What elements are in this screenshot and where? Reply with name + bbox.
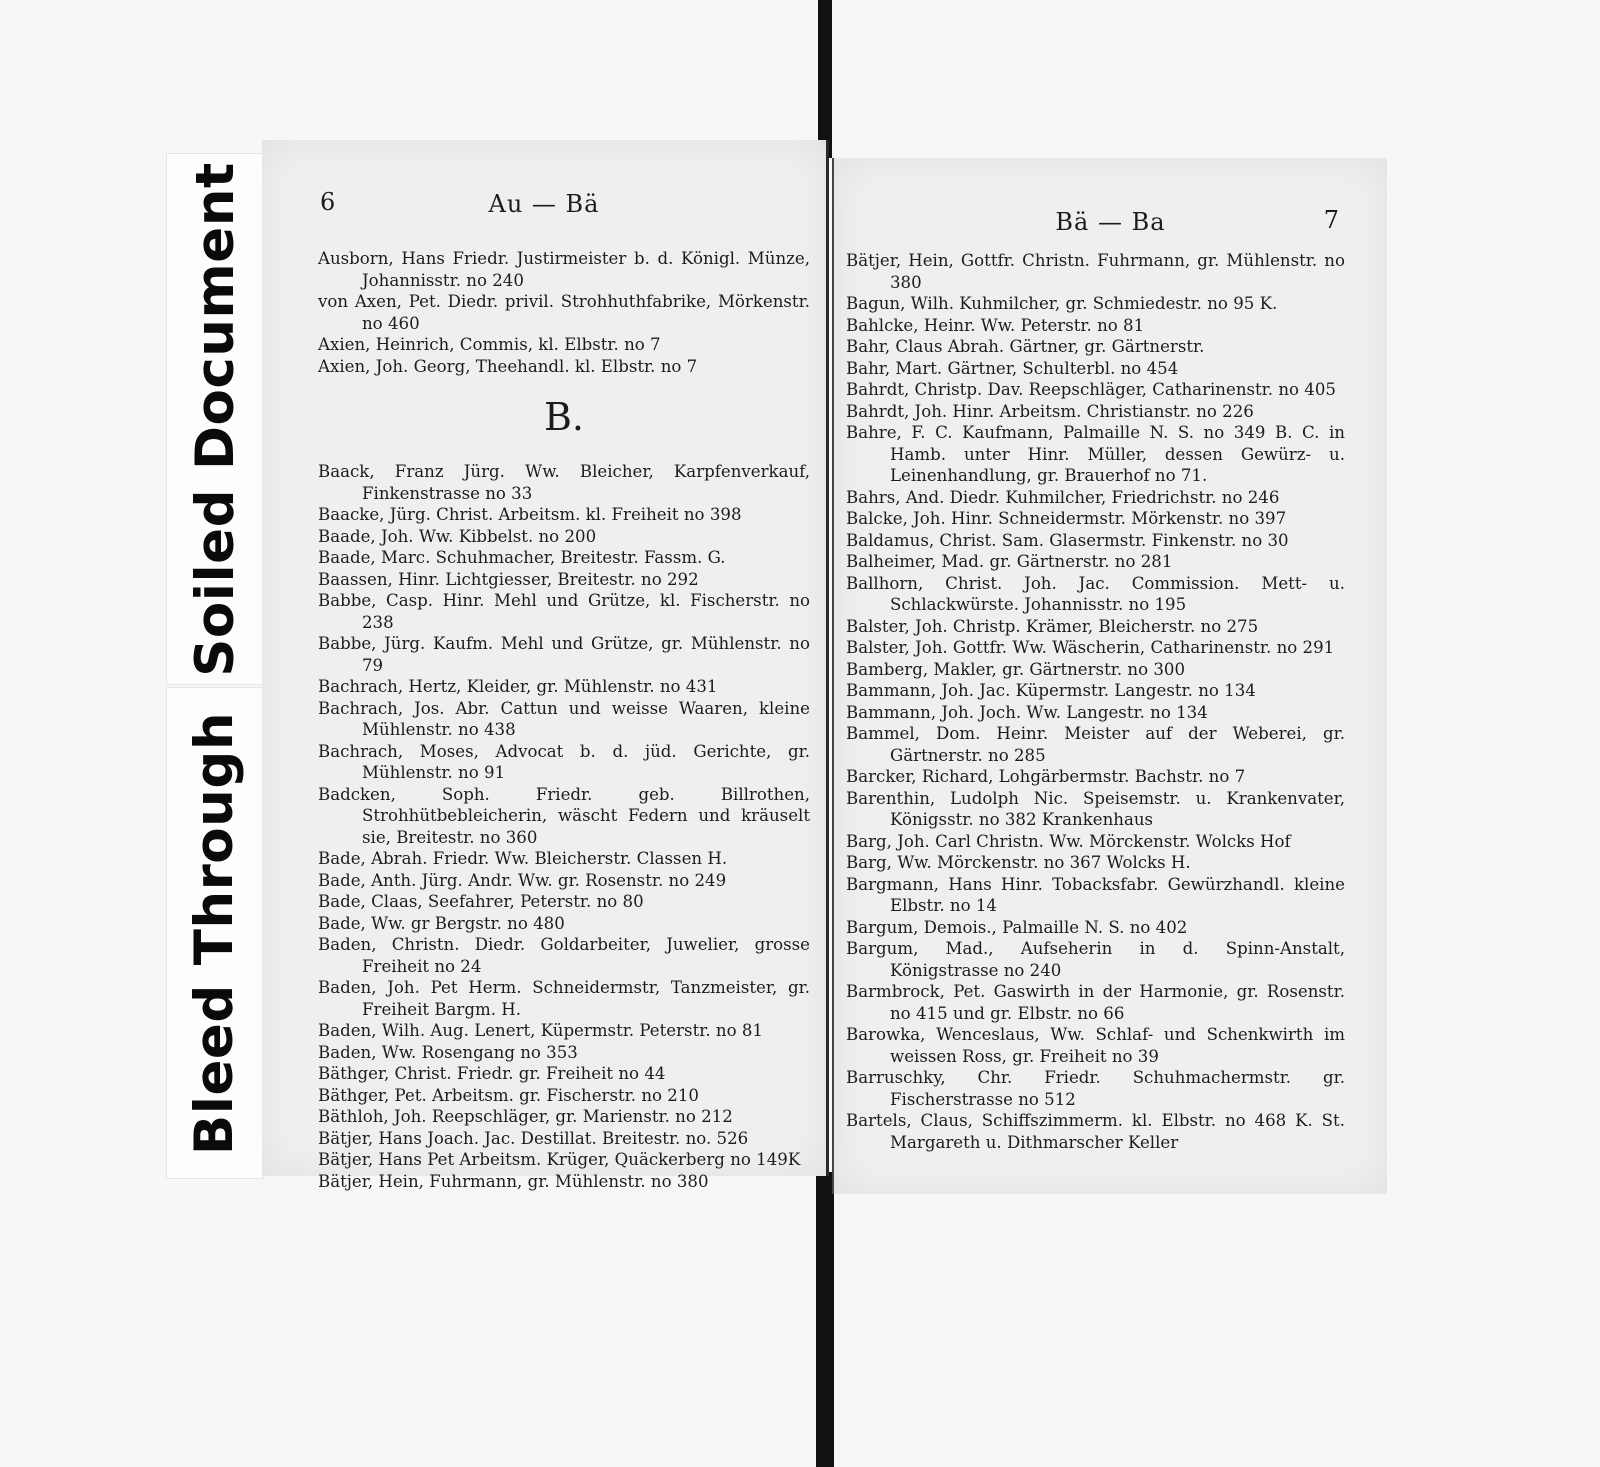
directory-entry: Bargum, Demois., Palmaille N. S. no 402 <box>846 917 1188 937</box>
directory-entry: Bätjer, Hans Pet Arbeitsm. Krüger, Quäckerberg no 149K <box>318 1150 801 1169</box>
directory-entry: Barg, Joh. Carl Christn. Ww. Mörckenstr. Wolcks Hof <box>846 831 1291 851</box>
section-letter: B. <box>543 395 584 439</box>
directory-entry: Baldamus, Christ. Sam. Glasermstr. Finkenstr. no 30 <box>846 530 1289 550</box>
directory-entry: Bahre, F. C. Kaufmann, Palmaille N. S. no 349 B. C. in Hamb. unter Hinr. Müller, dessen Gewürz- u. Leinenhandlung, gr. Brauerhof no 71. <box>846 423 1345 485</box>
directory-entry: Baacke, Jürg. Christ. Arbeitsm. kl. Freiheit no 398 <box>318 505 742 524</box>
left-page-number: 6 <box>320 188 336 216</box>
directory-entry: von Axen, Pet. Diedr. privil. Strohhuthfabrike, Mörkenstr. no 460 <box>318 292 810 333</box>
directory-entry: Bammann, Joh. Jac. Küpermstr. Langestr. no 134 <box>846 681 1256 700</box>
left-entries <box>318 248 810 1192</box>
directory-entry: Bamberg, Makler, gr. Gärtnerstr. no 300 <box>846 659 1186 679</box>
directory-entry: Baade, Joh. Ww. Kibbelst. no 200 <box>318 526 597 546</box>
label-strip-soiled <box>166 153 264 685</box>
directory-entry: Barg, Ww. Mörckenstr. no 367 Wolcks H. <box>846 853 1191 872</box>
directory-entry: Bachrach, Jos. Abr. Cattun und weisse Waaren, kleine Mühlenstr. no 438 <box>318 698 810 739</box>
directory-entry: Balcke, Joh. Hinr. Schneidermstr. Mörkenstr. no 397 <box>846 509 1287 528</box>
label-soiled-document: Soiled Document <box>184 161 246 677</box>
directory-entry: Babbe, Casp. Hinr. Mehl und Grütze, kl. Fischerstr. no 238 <box>318 591 810 632</box>
directory-entry: Balster, Joh. Christp. Krämer, Bleicherstr. no 275 <box>846 616 1259 636</box>
right-page <box>832 158 1387 1194</box>
directory-entry: Bätjer, Hein, Gottfr. Christn. Fuhrmann, gr. Mühlenstr. no 380 <box>846 251 1345 292</box>
directory-entry: Bagun, Wilh. Kuhmilcher, gr. Schmiedestr. no 95 K. <box>846 294 1278 313</box>
directory-entry: Baade, Marc. Schuhmacher, Breitestr. Fassm. G. <box>318 548 726 567</box>
scanner-spine-top <box>818 0 832 158</box>
right-page-number: 7 <box>1323 206 1339 234</box>
directory-entry: Bade, Anth. Jürg. Andr. Ww. gr. Rosenstr. no 249 <box>318 870 727 890</box>
directory-entry: Baack, Franz Jürg. Ww. Bleicher, Karpfenverkauf, Finkenstrasse no 33 <box>318 462 810 503</box>
directory-entry: Bahrs, And. Diedr. Kuhmilcher, Friedrichstr. no 246 <box>846 487 1280 507</box>
directory-entry: Bachrach, Hertz, Kleider, gr. Mühlenstr. no 431 <box>318 677 718 696</box>
directory-entry: Ballhorn, Christ. Joh. Jac. Commission. Mett- u. Schlackwürste. Johannisstr. no 195 <box>846 573 1345 614</box>
directory-entry: Bätjer, Hein, Fuhrmann, gr. Mühlenstr. no 380 <box>318 1171 709 1191</box>
directory-entry: Bartels, Claus, Schiffszimmerm. kl. Elbstr. no 468 K. St. Margareth u. Dithmarscher Keller <box>846 1111 1345 1152</box>
directory-entry: Barowka, Wenceslaus, Ww. Schlaf- und Schenkwirth im weissen Ross, gr. Freiheit no 39 <box>846 1025 1345 1066</box>
directory-entry: Ausborn, Hans Friedr. Justirmeister b. d. Königl. Münze, Johannisstr. no 240 <box>318 249 810 290</box>
directory-entry: Bammann, Joh. Joch. Ww. Langestr. no 134 <box>846 702 1208 722</box>
directory-entry: Baden, Ww. Rosengang no 353 <box>318 1042 578 1062</box>
directory-entry: Baden, Joh. Pet Herm. Schneidermstr, Tanzmeister, gr. Freiheit Bargm. H. <box>318 978 810 1019</box>
directory-entry: Barmbrock, Pet. Gaswirth in der Harmonie, gr. Rosenstr. no 415 und gr. Elbstr. no 66 <box>846 982 1345 1023</box>
directory-entry: Bade, Abrah. Friedr. Ww. Bleicherstr. Classen H. <box>318 849 728 868</box>
directory-entry: Bahrdt, Joh. Hinr. Arbeitsm. Christianstr. no 226 <box>846 401 1254 421</box>
right-running-head: Bä — Ba <box>1055 208 1166 236</box>
label-strip-bleed <box>166 687 264 1179</box>
directory-entry: Bätjer, Hans Joach. Jac. Destillat. Breitestr. no. 526 <box>318 1128 749 1148</box>
directory-entry: Axien, Heinrich, Commis, kl. Elbstr. no 7 <box>318 335 661 354</box>
label-bleed-through: Bleed Through <box>184 711 246 1155</box>
directory-entry: Bade, Ww. gr Bergstr. no 480 <box>318 913 565 933</box>
directory-entry: Bachrach, Moses, Advocat b. d. jüd. Gerichte, gr. Mühlenstr. no 91 <box>318 741 810 782</box>
directory-entry: Bäthger, Christ. Friedr. gr. Freiheit no 44 <box>318 1064 666 1083</box>
left-running-head: Au — Bä <box>488 190 600 218</box>
directory-entry: Baassen, Hinr. Lichtgiesser, Breitestr. no 292 <box>318 569 699 589</box>
directory-entry: Balster, Joh. Gottfr. Ww. Wäscherin, Catharinenstr. no 291 <box>846 638 1335 657</box>
directory-entry: Bahlcke, Heinr. Ww. Peterstr. no 81 <box>846 315 1145 335</box>
directory-entry: Bäthger, Pet. Arbeitsm. gr. Fischerstr. no 210 <box>318 1085 699 1105</box>
right-page-header <box>834 206 1387 246</box>
directory-entry: Badcken, Soph. Friedr. geb. Billrothen, Strohhütbebleicherin, wäscht Federn und kräuselt sie, Breitestr. no 360 <box>318 784 810 847</box>
scanner-spine-bottom <box>816 1172 834 1467</box>
directory-entry: Bahr, Claus Abrah. Gärtner, gr. Gärtnerstr. <box>846 337 1205 356</box>
left-page-header <box>262 188 826 228</box>
left-page <box>262 140 829 1191</box>
directory-entry: Bargum, Mad., Aufseherin in d. Spinn-Anstalt, Königstrasse no 240 <box>846 939 1345 980</box>
directory-entry: Bäthloh, Joh. Reepschläger, gr. Marienstr. no 212 <box>318 1107 733 1126</box>
directory-entry: Bargmann, Hans Hinr. Tobacksfabr. Gewürzhandl. kleine Elbstr. no 14 <box>846 874 1345 915</box>
directory-entry: Bammel, Dom. Heinr. Meister auf der Weberei, gr. Gärtnerstr. no 285 <box>846 724 1345 765</box>
right-entries <box>846 250 1345 1153</box>
directory-entry: Barenthin, Ludolph Nic. Speisemstr. u. Krankenvater, Königsstr. no 382 Krankenhaus <box>846 788 1345 829</box>
directory-entry: Bahr, Mart. Gärtner, Schulterbl. no 454 <box>846 358 1179 378</box>
directory-entry: Baden, Wilh. Aug. Lenert, Küpermstr. Peterstr. no 81 <box>318 1021 763 1040</box>
directory-entry: Bahrdt, Christp. Dav. Reepschläger, Catharinenstr. no 405 <box>846 380 1336 399</box>
directory-entry: Bade, Claas, Seefahrer, Peterstr. no 80 <box>318 892 644 911</box>
directory-entry: Barruschky, Chr. Friedr. Schuhmachermstr. gr. Fischerstrasse no 512 <box>846 1068 1345 1109</box>
directory-entry: Axien, Joh. Georg, Theehandl. kl. Elbstr. no 7 <box>318 356 698 376</box>
directory-entry: Balheimer, Mad. gr. Gärtnerstr. no 281 <box>846 552 1173 571</box>
directory-entry: Baden, Christn. Diedr. Goldarbeiter, Juwelier, grosse Freiheit no 24 <box>318 935 810 976</box>
directory-entry: Babbe, Jürg. Kaufm. Mehl und Grütze, gr. Mühlenstr. no 79 <box>318 634 810 675</box>
directory-entry: Barcker, Richard, Lohgärbermstr. Bachstr. no 7 <box>846 767 1246 786</box>
